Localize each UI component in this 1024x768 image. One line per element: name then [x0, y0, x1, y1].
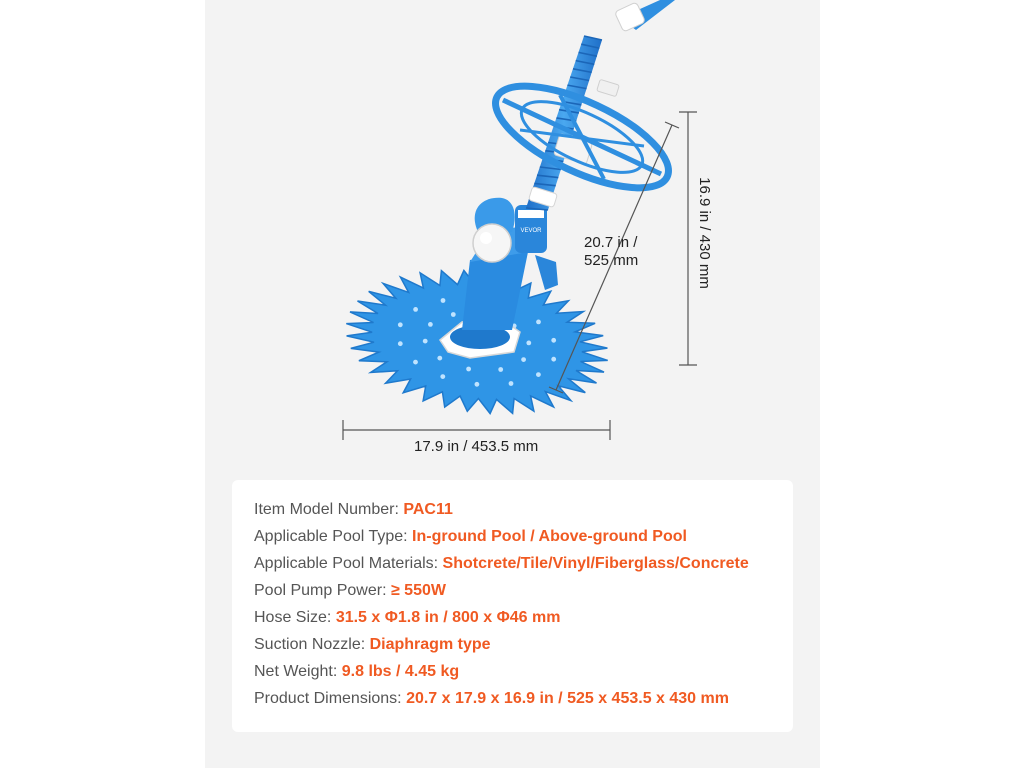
spec-value: Shotcrete/Tile/Vinyl/Fiberglass/Concrete: [442, 555, 749, 572]
disc-hole: [536, 372, 541, 377]
disc-hole: [509, 381, 514, 386]
spec-key: Applicable Pool Type:: [254, 528, 413, 545]
spec-key: Suction Nozzle:: [254, 636, 370, 653]
brand-logo: VEVOR: [520, 228, 542, 234]
spec-value: 20.7 x 17.9 x 16.9 in / 525 x 453.5 x 430 mm: [406, 690, 729, 707]
head-body: [515, 205, 547, 253]
spec-key: Pool Pump Power:: [254, 582, 391, 599]
spec-row-hose-size: [254, 608, 560, 628]
spec-value: In-ground Pool / Above-ground Pool: [412, 528, 687, 545]
height-dimension-label: 16.9 in / 430 mm: [696, 177, 713, 289]
diagonal-dimension-line1: 20.7 in /: [584, 234, 638, 251]
spec-key: Product Dimensions:: [254, 690, 407, 707]
spec-value: ≥ 550W: [390, 582, 446, 599]
spec-row-pool-type: [254, 527, 687, 547]
disc-hole: [441, 298, 446, 303]
disc-hole: [413, 360, 418, 365]
disc-hole: [423, 339, 428, 344]
diagonal-dimension-line2: 525 mm: [584, 252, 639, 269]
spec-value: Diaphragm type: [369, 636, 491, 653]
disc-hole: [398, 322, 403, 327]
disc-hole: [498, 367, 503, 372]
disc-hole: [398, 341, 403, 346]
disc-hole: [428, 322, 433, 327]
spec-key: Hose Size:: [254, 609, 336, 626]
width-dimension-label: 17.9 in / 453.5 mm: [414, 438, 539, 455]
spec-value: 31.5 x Φ1.8 in / 800 x Φ46 mm: [335, 609, 561, 626]
disc-hole: [451, 312, 456, 317]
spec-value: 9.8 lbs / 4.45 kg: [341, 663, 460, 680]
spec-row-suction-nozzle: [254, 635, 491, 655]
side-float: [473, 198, 515, 262]
disc-hole: [466, 367, 471, 372]
spec-key: Applicable Pool Materials:: [254, 555, 443, 572]
disc-hole: [437, 356, 442, 361]
disc-hole: [413, 307, 418, 312]
spec-row-pump-power: [254, 581, 446, 601]
spec-row-net-weight: [254, 662, 459, 682]
disc-hole: [551, 357, 556, 362]
disc-hole: [440, 374, 445, 379]
spec-key: Item Model Number:: [254, 501, 404, 518]
spec-key: Net Weight:: [254, 663, 342, 680]
disc-hole: [475, 382, 480, 387]
disc-hole: [536, 320, 541, 325]
spec-row-model: [254, 500, 453, 520]
spec-card: [232, 480, 793, 732]
spec-row-product-dimensions: [254, 689, 729, 709]
disc-hole: [526, 341, 531, 346]
disc-hole: [521, 357, 526, 362]
diagonal-dimension-label: [584, 234, 664, 270]
spec-value: PAC11: [403, 501, 453, 518]
disc-hole: [551, 338, 556, 343]
spec-row-pool-materials: [254, 554, 749, 574]
